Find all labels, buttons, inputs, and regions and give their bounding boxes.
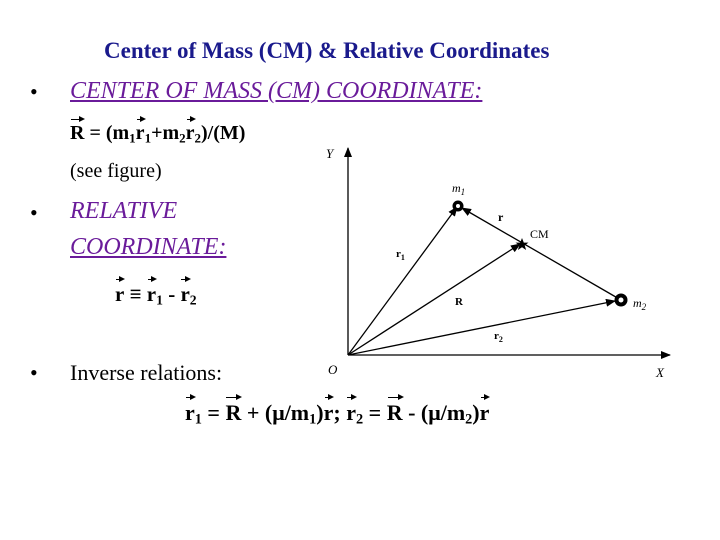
R-label: R [455, 296, 463, 308]
r-label: r [498, 210, 504, 224]
cm-heading: CENTER OF MASS (CM) COORDINATE: [70, 78, 483, 104]
relative-equation: $r \equiv r_1 - r_2$ [115, 282, 197, 308]
y-axis-label: Y [326, 146, 334, 161]
r2-label: r [494, 330, 499, 342]
inverse-relations-label: Inverse relations: [70, 360, 223, 385]
svg-text:m1 [452, 181, 465, 197]
relative-heading-line1: RELATIVE [70, 198, 178, 224]
see-figure-note: (see figure) [70, 160, 162, 182]
x-axis-label: X [656, 365, 664, 380]
inverse-equations: $r_1 = R + (\mu/m_1)r$; $r_2 = R - (\mu/m_2)r$ [185, 400, 490, 428]
m1-label: m [452, 181, 461, 195]
svg-text:r2 [494, 330, 503, 344]
slide-title: Center of Mass (CM) & Relative Coordinates [104, 38, 550, 63]
bullet-marker: • [30, 79, 38, 104]
r-vector [462, 208, 621, 300]
cm-label: CM [530, 227, 549, 241]
bullet-marker: • [30, 200, 38, 225]
svg-text:m2 [633, 296, 647, 312]
m1-label-sub: 1 [460, 187, 466, 197]
m2-label-sub: 2 [641, 302, 647, 312]
cm-equation: $R = (m_1r_1+m_2r_2)/(M)$ [70, 122, 246, 146]
relative-heading-line2: COORDINATE: [70, 234, 227, 260]
origin-label: O [328, 362, 338, 377]
bullet-marker: • [30, 360, 38, 385]
r1-label-sub: 1 [400, 253, 405, 262]
cm-figure [310, 140, 680, 390]
svg-text:r1 [396, 248, 405, 262]
r2-vector [348, 301, 615, 355]
r2-label-sub: 2 [498, 335, 503, 344]
r1-label: r [396, 248, 401, 260]
r1-vector [348, 207, 457, 355]
m2-label: m [633, 296, 642, 310]
